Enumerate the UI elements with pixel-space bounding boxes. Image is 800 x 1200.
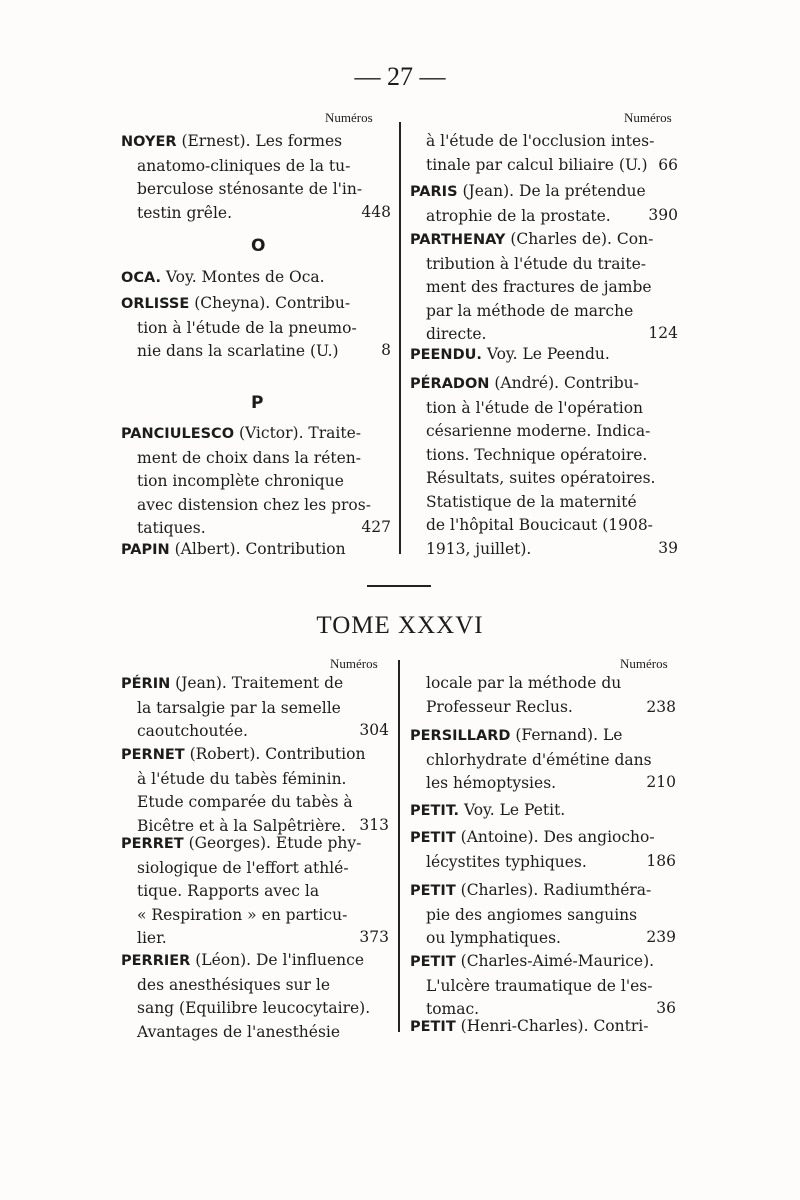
- entry-line: PETIT (Charles-Aimé-Maurice).: [410, 952, 655, 970]
- entry-line: PETIT (Charles). Radiumthéra-: [410, 881, 652, 899]
- index-entry: [410, 343, 678, 368]
- entry-line: NOYER (Ernest). Les formes: [121, 132, 343, 150]
- index-entry: [410, 372, 678, 561]
- entry-author-name: PÉRIN: [121, 676, 171, 692]
- numeros-label-bottom-right: Numéros: [620, 656, 668, 671]
- numeros-label-top-right: Numéros: [624, 110, 672, 125]
- entry-number: 39: [658, 538, 678, 557]
- section-divider: [367, 585, 431, 587]
- entry-author-name: PARIS: [410, 184, 458, 200]
- index-entry: [410, 879, 676, 951]
- letter-heading-p: P: [251, 393, 264, 413]
- entry-author-name: PETIT: [410, 830, 456, 846]
- letter-heading-o: O: [251, 236, 266, 256]
- entry-author-name: ORLISSE: [121, 296, 190, 312]
- index-entry: [410, 130, 678, 177]
- entry-line: caoutchoutée.: [137, 722, 248, 740]
- entry-author-name: PETIT: [410, 1019, 456, 1035]
- entry-line: césarienne moderne. Indica-: [426, 422, 651, 440]
- entry-line: siologique de l'effort athlé-: [137, 858, 349, 877]
- entry-number: 36: [656, 999, 676, 1017]
- entry-line: 1913, juillet).: [426, 539, 532, 558]
- entry-line: tion à l'étude de la pneumo-: [137, 318, 357, 337]
- entry-number: 373: [359, 928, 389, 946]
- index-entry: [410, 826, 676, 874]
- entry-line: PÉRIN (Jean). Traitement de: [121, 674, 344, 692]
- entry-line: tion à l'étude de l'opération: [426, 398, 644, 417]
- column-rule-bottom: [398, 660, 400, 1032]
- entry-author-name: OCA.: [121, 270, 161, 286]
- entry-number: 239: [646, 928, 676, 946]
- entry-line: « Respiration » en particu-: [137, 905, 348, 924]
- entry-line: les hémoptysies.: [426, 774, 557, 792]
- index-entry: [121, 538, 391, 563]
- entry-line: tion incomplète chronique: [137, 472, 344, 490]
- entry-line: atrophie de la prostate.: [426, 206, 611, 225]
- entry-line: la tarsalgie par la semelle: [137, 698, 341, 717]
- index-entry: [121, 743, 389, 838]
- entry-line: à l'étude du tabès féminin.: [137, 769, 347, 788]
- entry-line: Avantages de l'anesthésie: [137, 1022, 341, 1041]
- entry-line: PERRET (Georges). Etude phy-: [121, 834, 362, 852]
- entry-line: tinale par calcul biliaire (U.): [426, 155, 648, 174]
- entry-line: directe.: [426, 325, 487, 343]
- entry-author-name: PERNET: [121, 747, 185, 763]
- entry-line: tomac.: [426, 1000, 480, 1018]
- entry-number: 8: [381, 341, 391, 359]
- column-rule-top: [399, 122, 401, 554]
- entry-line: ment de choix dans la réten-: [137, 448, 362, 467]
- entry-line: PETIT (Antoine). Des angiocho-: [410, 828, 655, 846]
- entry-line: testin grêle.: [137, 203, 233, 222]
- entry-author-name: PERRET: [121, 836, 184, 852]
- entry-line: PERNET (Robert). Contribution: [121, 745, 366, 763]
- entry-line: Bicêtre et à la Salpêtrière.: [137, 816, 346, 835]
- entry-line: OCA. Voy. Montes de Oca.: [121, 268, 325, 286]
- entry-line: L'ulcère traumatique de l'es-: [426, 976, 653, 995]
- entry-author-name: PETIT: [410, 954, 456, 970]
- entry-line: Professeur Reclus.: [426, 697, 573, 716]
- entry-number: 304: [359, 721, 389, 739]
- tome-heading: TOME XXXVI: [316, 612, 484, 639]
- entry-line: PÉRADON (André). Contribu-: [410, 374, 639, 392]
- entry-line: Résultats, suites opératoires.: [426, 469, 656, 487]
- entry-line: nie dans la scarlatine (U.): [137, 342, 339, 360]
- entry-line: PAPIN (Albert). Contribution: [121, 540, 346, 558]
- entry-number: 390: [648, 205, 678, 224]
- entry-line: tatiques.: [137, 519, 206, 537]
- entry-line: sang (Equilibre leucocytaire).: [137, 999, 371, 1017]
- entry-author-name: PAPIN: [121, 542, 170, 558]
- entry-line: lécystites typhiques.: [426, 852, 587, 871]
- index-entry: [121, 949, 389, 1044]
- entry-number: 313: [359, 815, 389, 834]
- entry-line: ou lymphatiques.: [426, 929, 561, 947]
- entry-line: par la méthode de marche: [426, 301, 634, 320]
- entry-author-name: PANCIULESCO: [121, 426, 235, 442]
- index-entry: [410, 180, 678, 228]
- entry-line: anatomo-cliniques de la tu-: [137, 156, 351, 175]
- entry-number: 186: [646, 851, 676, 870]
- numeros-label-bottom-left: Numéros: [330, 656, 378, 671]
- entry-author-name: PETIT.: [410, 803, 460, 819]
- index-entry: [121, 266, 391, 291]
- numeros-label-top-left: Numéros: [325, 110, 373, 125]
- entry-line: pie des angiomes sanguins: [426, 905, 638, 924]
- entry-line: lier.: [137, 929, 167, 947]
- entry-line: ment des fractures de jambe: [426, 278, 652, 296]
- entry-line: PANCIULESCO (Victor). Traite-: [121, 424, 362, 442]
- entry-number: 66: [658, 155, 678, 174]
- entry-number: 448: [361, 202, 391, 221]
- entry-line: avec distension chez les pros-: [137, 495, 371, 514]
- index-entry: [410, 228, 678, 347]
- entry-line: PEENDU. Voy. Le Peendu.: [410, 345, 610, 363]
- entry-author-name: PÉRADON: [410, 376, 490, 392]
- entry-line: locale par la méthode du: [426, 674, 622, 692]
- entry-line: PERRIER (Léon). De l'influence: [121, 951, 364, 969]
- page-number: — 27 —: [354, 62, 446, 91]
- entry-author-name: PARTHENAY: [410, 232, 506, 248]
- entry-line: chlorhydrate d'émétine dans: [426, 750, 652, 769]
- entry-line: tribution à l'étude du traite-: [426, 254, 647, 273]
- entry-line: PETIT (Henri-Charles). Contri-: [410, 1017, 649, 1035]
- entry-line: de l'hôpital Boucicaut (1908-: [426, 516, 653, 534]
- entry-number: 124: [648, 324, 678, 342]
- entry-line: PARIS (Jean). De la prétendue: [410, 182, 646, 200]
- entry-number: 427: [361, 518, 391, 536]
- entry-author-name: PEENDU.: [410, 347, 482, 363]
- index-entry: [121, 832, 389, 951]
- entry-author-name: NOYER: [121, 134, 177, 150]
- entry-line: PERSILLARD (Fernand). Le: [410, 726, 623, 744]
- entry-line: des anesthésiques sur le: [137, 975, 330, 994]
- index-entry: [121, 292, 391, 364]
- entry-line: PARTHENAY (Charles de). Con-: [410, 230, 654, 248]
- index-entry: [410, 799, 676, 824]
- index-entry: [410, 950, 676, 1022]
- entry-author-name: PERRIER: [121, 953, 191, 969]
- index-entry: [410, 672, 676, 719]
- index-entry: [121, 422, 391, 541]
- index-entry: [121, 130, 391, 225]
- entry-line: berculose sténosante de l'in-: [137, 180, 363, 198]
- entry-line: tions. Technique opératoire.: [426, 445, 648, 464]
- entry-line: tique. Rapports avec la: [137, 882, 320, 900]
- entry-line: à l'étude de l'occlusion intes-: [426, 132, 655, 150]
- index-entry: [121, 672, 389, 744]
- entry-number: 210: [646, 773, 676, 791]
- entry-line: PETIT. Voy. Le Petit.: [410, 801, 566, 819]
- entry-line: ORLISSE (Cheyna). Contribu-: [121, 294, 351, 312]
- entry-author-name: PERSILLARD: [410, 728, 511, 744]
- entry-line: Statistique de la maternité: [426, 492, 637, 511]
- entry-author-name: PETIT: [410, 883, 456, 899]
- entry-number: 238: [646, 697, 676, 716]
- index-entry: [410, 1015, 676, 1040]
- index-entry: [410, 724, 676, 796]
- entry-line: Etude comparée du tabès à: [137, 793, 353, 811]
